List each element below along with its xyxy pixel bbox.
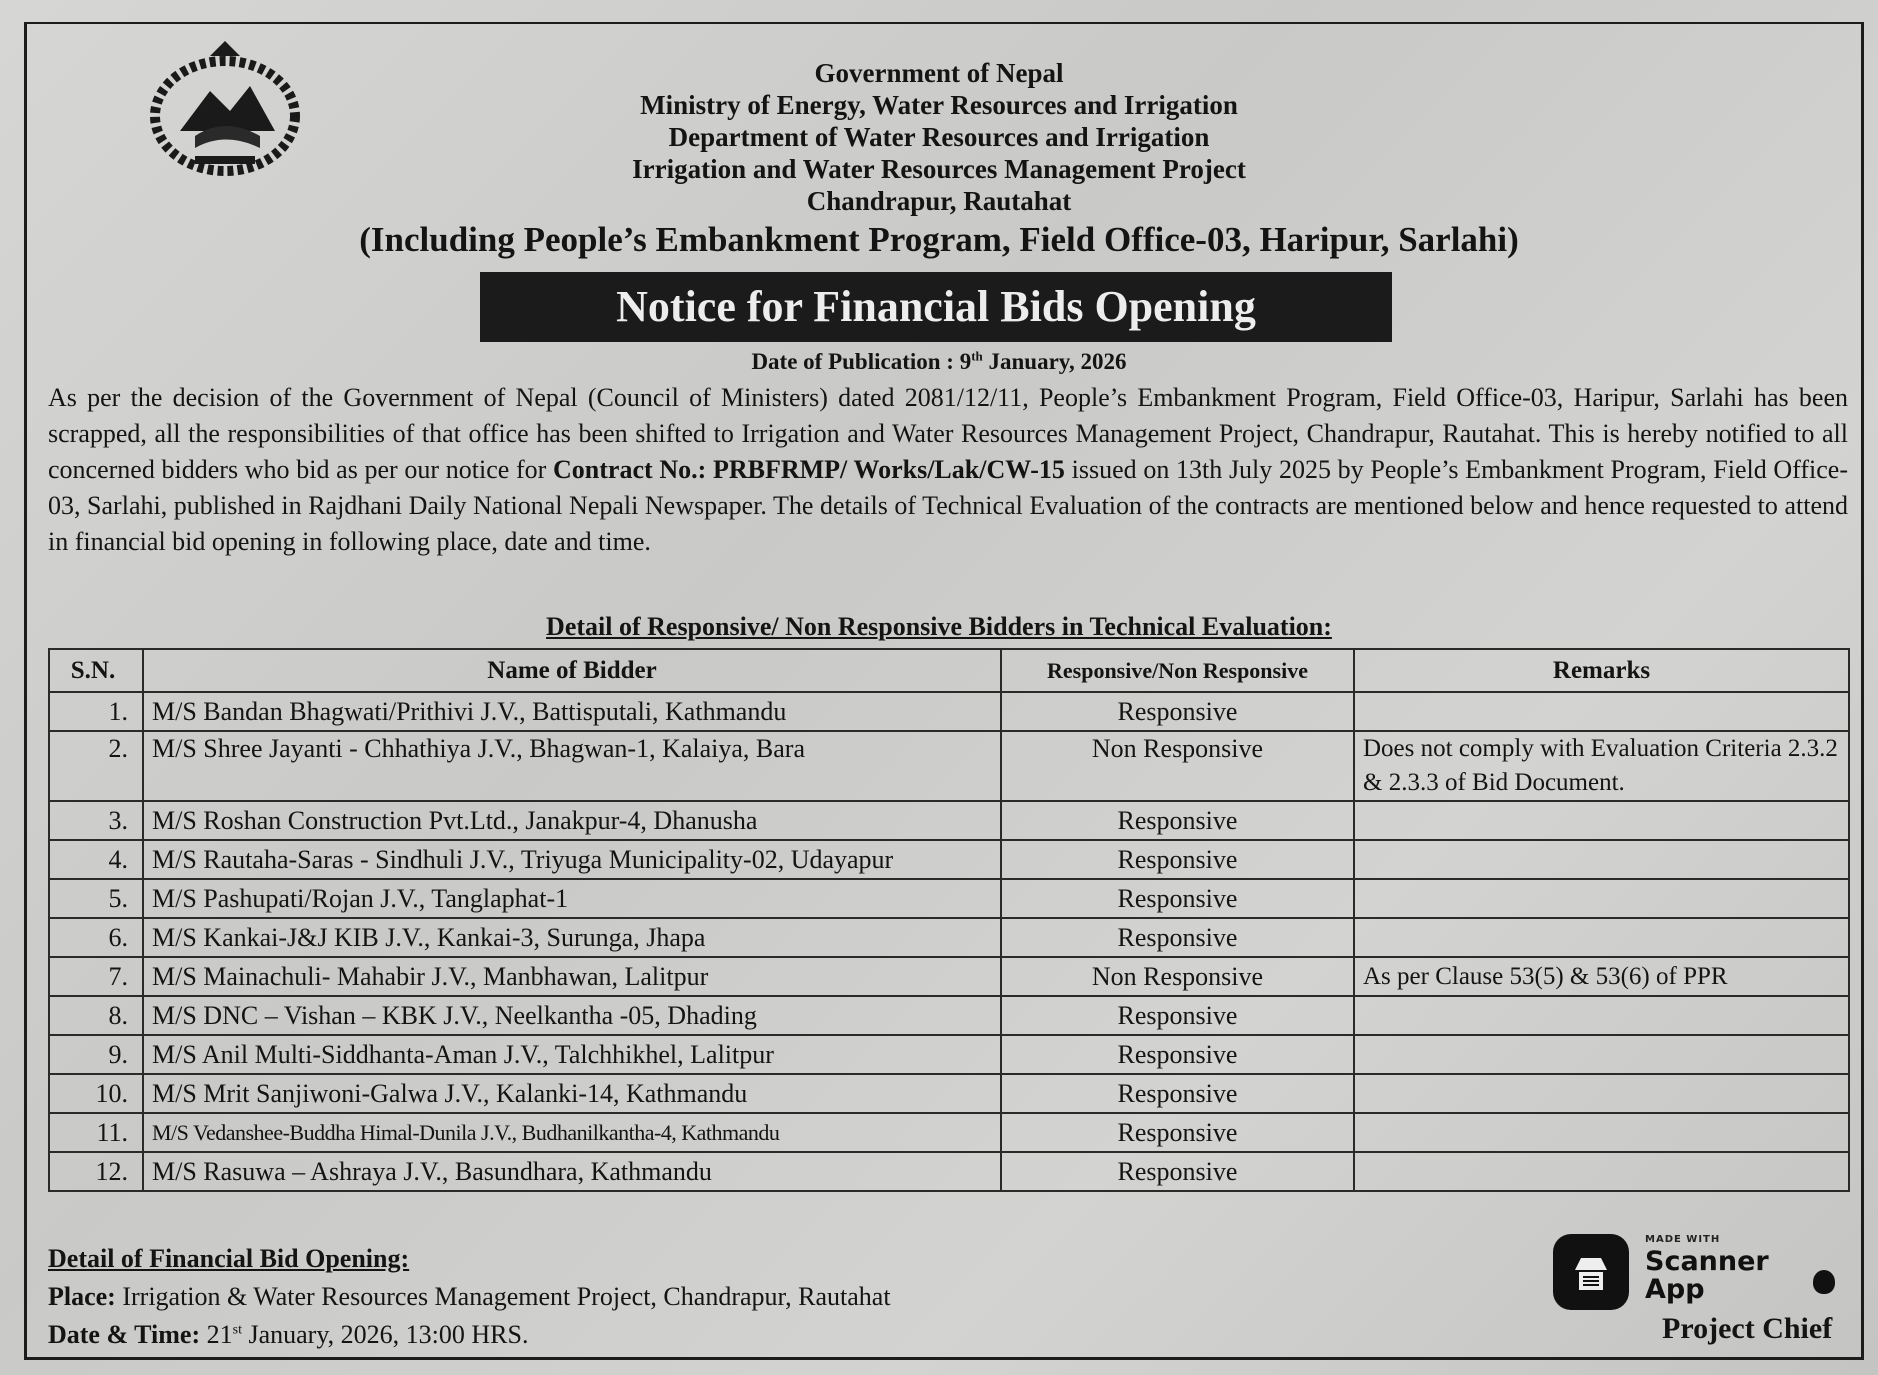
row-remarks (1354, 840, 1849, 879)
watermark-app-name: Scanner App (1645, 1246, 1769, 1305)
row-bidder-name: M/S Mainachuli- Mahabir J.V., Manbhawan, Lalitpur (143, 957, 1001, 996)
table-row (49, 731, 1849, 801)
row-status: Responsive (1001, 918, 1354, 957)
row-sn: 3. (49, 801, 143, 840)
publication-suffix: th (971, 348, 983, 364)
signature-project-chief: Project Chief (1662, 1312, 1833, 1345)
header-government: Government of Nepal (814, 58, 1064, 88)
header-ministry: Ministry of Energy, Water Resources and Irrigation (640, 90, 1238, 120)
financial-place (48, 1278, 891, 1316)
header-department: Department of Water Resources and Irrigation (668, 122, 1210, 152)
row-bidder-name: M/S Mrit Sanjiwoni-Galwa J.V., Kalanki-14, Kathmandu (143, 1074, 1001, 1113)
table-row (49, 1152, 1849, 1191)
table-header-row (49, 649, 1849, 692)
row-bidder-name: M/S Kankai-J&J KIB J.V., Kankai-3, Surunga, Jhapa (143, 918, 1001, 957)
row-bidder-name: M/S Rautaha-Saras - Sindhuli J.V., Triyuga Municipality-02, Udayapur (143, 840, 1001, 879)
bidders-table (48, 648, 1850, 1192)
row-sn: 12. (49, 1152, 143, 1191)
row-bidder-name: M/S Roshan Construction Pvt.Ltd., Janakpur-4, Dhanusha (143, 801, 1001, 840)
row-remarks (1354, 801, 1849, 840)
scanner-app-icon (1553, 1234, 1629, 1310)
row-bidder-name: M/S Bandan Bhagwati/Prithivi J.V., Battisputali, Kathmandu (143, 692, 1001, 731)
row-status: Responsive (1001, 692, 1354, 731)
row-status: Responsive (1001, 1113, 1354, 1152)
row-bidder-name: M/S Anil Multi-Siddhanta-Aman J.V., Talchhikhel, Lalitpur (143, 1035, 1001, 1074)
row-sn: 7. (49, 957, 143, 996)
watermark-made-with: MADE WITH (1645, 1234, 1721, 1245)
notice-body (48, 380, 1848, 560)
table-row (49, 879, 1849, 918)
row-remarks (1354, 1074, 1849, 1113)
row-sn: 5. (49, 879, 143, 918)
row-remarks (1354, 918, 1849, 957)
financial-title: Detail of Financial Bid Opening: (48, 1244, 410, 1273)
row-sn: 9. (49, 1035, 143, 1074)
table-caption: Detail of Responsive/ Non Responsive Bidders in Technical Evaluation: (546, 612, 1332, 641)
row-remarks (1354, 1113, 1849, 1152)
row-sn: 10. (49, 1074, 143, 1113)
financial-bid-details (48, 1240, 891, 1354)
row-remarks: As per Clause 53(5) & 53(6) of PPR (1354, 957, 1849, 996)
row-bidder-name: M/S Vedanshee-Buddha Himal-Dunila J.V., Budhanilkantha-4, Kathmandu (143, 1113, 1001, 1152)
datetime-suffix: st (232, 1322, 242, 1338)
datetime-rest: January, 2026, 13:00 HRS. (248, 1320, 529, 1349)
row-status: Responsive (1001, 1035, 1354, 1074)
datetime-label: Date & Time: (48, 1320, 201, 1349)
row-status: Non Responsive (1001, 731, 1354, 801)
row-bidder-name: M/S Shree Jayanti - Chhathiya J.V., Bhagwan-1, Kalaiya, Bara (143, 731, 1001, 801)
table-row (49, 692, 1849, 731)
table-row (49, 1035, 1849, 1074)
financial-datetime (48, 1316, 891, 1354)
header-location: Chandrapur, Rautahat (806, 186, 1072, 216)
row-status: Responsive (1001, 996, 1354, 1035)
row-remarks (1354, 1035, 1849, 1074)
row-sn: 1. (49, 692, 143, 731)
publication-label: Date of Publication : (751, 349, 954, 374)
header-project: Irrigation and Water Resources Management Project (632, 154, 1246, 184)
header-including: (Including People’s Embankment Program, Field Office-03, Haripur, Sarlahi) (359, 220, 1519, 259)
row-remarks: Does not comply with Evaluation Criteria 2.3.2 & 2.3.3 of Bid Document. (1354, 731, 1849, 801)
body-text-1: As per the decision of the Government of Nepal (Council of Ministers) dated 2081/12/11, People’s Embankment Program, Field Office-03, Haripur, Sarlahi has been scrapped, all the responsibilities of that office has been shifted to Irrigation and Water Resources Management Project, Chandrapur, Rautahat. This is hereby notified to all concerned bidders who bid as per our notice for (48, 383, 1848, 484)
body-text-2: issued on 13th July 2025 by People’s Embankment Program, Field Office-03, Sarlahi, published in Rajdhani Daily National Nepali Newspaper. The details of Technical Evaluation of the contracts are mentioned below and hence requested to attend in financial bid opening in following place, date and time. (48, 455, 1848, 556)
table-row (49, 801, 1849, 840)
row-status: Responsive (1001, 1152, 1354, 1191)
row-remarks (1354, 1152, 1849, 1191)
row-status: Non Responsive (1001, 957, 1354, 996)
contract-number: Contract No.: PRBFRMP/ Works/Lak/CW-15 (553, 455, 1065, 484)
row-remarks (1354, 692, 1849, 731)
header-status: Responsive/Non Responsive (1001, 649, 1354, 692)
table-row (49, 1074, 1849, 1113)
scanner-app-watermark (1553, 1234, 1853, 1310)
row-sn: 2. (49, 731, 143, 801)
datetime-day: 21 (206, 1320, 233, 1349)
notice-title: Notice for Financial Bids Opening (480, 272, 1392, 342)
header-remarks: Remarks (1354, 649, 1849, 692)
row-status: Responsive (1001, 879, 1354, 918)
table-row (49, 918, 1849, 957)
table-row (49, 996, 1849, 1035)
row-sn: 4. (49, 840, 143, 879)
apple-icon (1813, 1270, 1835, 1294)
row-sn: 8. (49, 996, 143, 1035)
row-status: Responsive (1001, 840, 1354, 879)
row-bidder-name: M/S Pashupati/Rojan J.V., Tanglaphat-1 (143, 879, 1001, 918)
row-remarks (1354, 879, 1849, 918)
header-name: Name of Bidder (143, 649, 1001, 692)
table-row (49, 957, 1849, 996)
row-remarks (1354, 996, 1849, 1035)
row-sn: 6. (49, 918, 143, 957)
row-sn: 11. (49, 1113, 143, 1152)
publication-day: 9 (959, 349, 972, 374)
row-status: Responsive (1001, 1074, 1354, 1113)
place-value: Irrigation & Water Resources Management Project, Chandrapur, Rautahat (122, 1282, 891, 1311)
publication-rest: January, 2026 (988, 349, 1127, 374)
place-label: Place: (48, 1282, 116, 1311)
publication-date (0, 348, 1878, 376)
row-status: Responsive (1001, 801, 1354, 840)
table-row (49, 1113, 1849, 1152)
row-bidder-name: M/S Rasuwa – Ashraya J.V., Basundhara, Kathmandu (143, 1152, 1001, 1191)
row-bidder-name: M/S DNC – Vishan – KBK J.V., Neelkantha -05, Dhading (143, 996, 1001, 1035)
table-row (49, 840, 1849, 879)
header-sn: S.N. (49, 649, 143, 692)
